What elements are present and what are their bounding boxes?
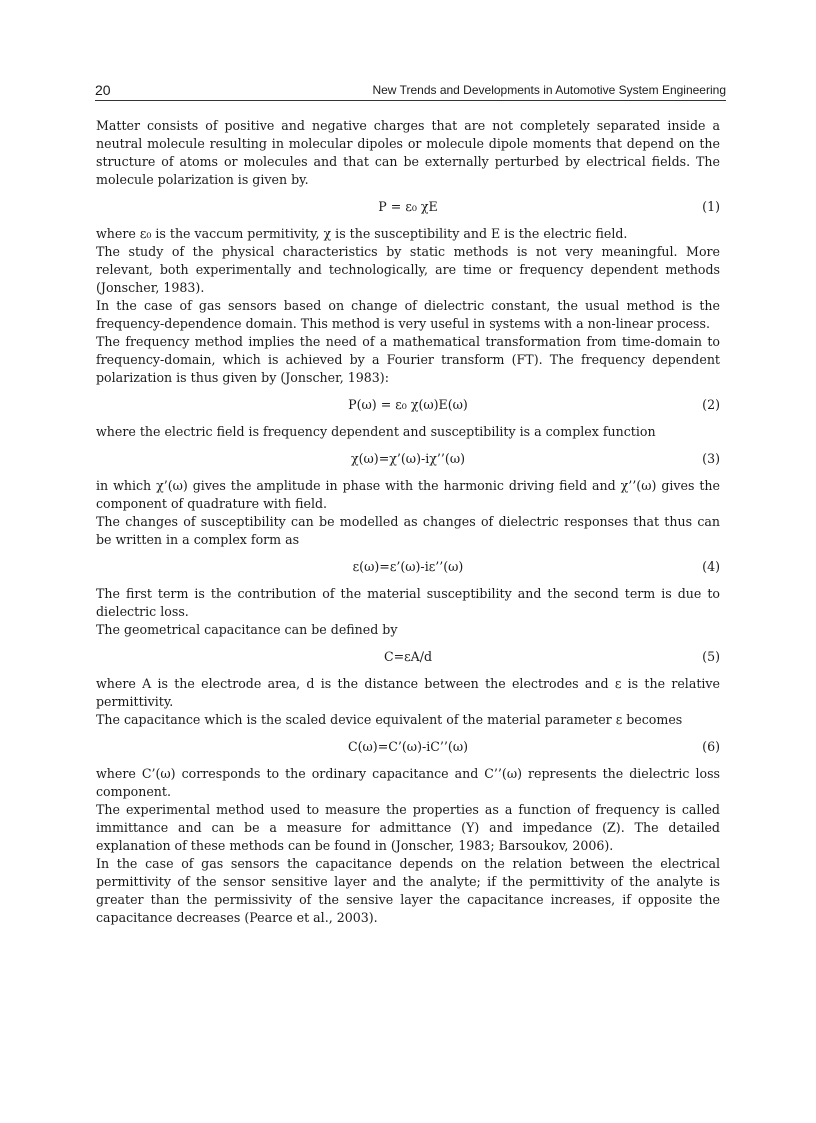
equation-text: P(ω) = ε₀ χ(ω)E(ω) [348, 397, 468, 412]
equation-text: ε(ω)=ε’(ω)-iε’’(ω) [352, 559, 464, 574]
equation-number: (5) [702, 649, 720, 664]
equation-text: C(ω)=C’(ω)-iC’’(ω) [347, 739, 469, 754]
equation-number: (4) [702, 559, 720, 574]
equation-3 [96, 450, 720, 468]
paragraph: where C’(ω) corresponds to the ordinary capacitance and C’’(ω) represents the dielectric loss component. [96, 766, 720, 799]
paragraph: The study of the physical characteristics by static methods is not very meaningful. More relevant, both experimentally and technologically, are time or frequency dependent methods (Jonscher, 1983). [96, 244, 720, 295]
paragraph: in which χ’(ω) gives the amplitude in phase with the harmonic driving field and χ’’(ω) gives the component of quadrature with field. [96, 478, 720, 511]
paragraph: In the case of gas sensors based on change of dielectric constant, the usual method is the frequency-dependence domain. This method is very useful in systems with a non-linear process. [96, 298, 720, 331]
equation-6 [96, 738, 720, 756]
paragraph: Matter consists of positive and negative charges that are not completely separated inside a neutral molecule resulting in molecular dipoles or molecule dipole moments that depend on the structure of atoms or molecules and that can be externally perturbed by electrical fields. The molecule polarization is given by. [96, 118, 720, 187]
paragraph: where ε₀ is the vaccum permitivity, χ is the susceptibility and E is the electric field. [96, 226, 628, 241]
equation-4 [96, 558, 720, 576]
equation-text: χ(ω)=χ’(ω)-iχ’’(ω) [350, 451, 466, 466]
paragraph: The capacitance which is the scaled device equivalent of the material parameter ε becomes [96, 712, 683, 727]
paragraph: The changes of susceptibility can be modelled as changes of dielectric responses that thus can be written in a complex form as [96, 514, 720, 547]
equation-text: P = ε₀ χE [378, 199, 438, 214]
page-header [95, 80, 726, 101]
page-number: 20 [95, 82, 111, 98]
equation-1 [96, 198, 720, 216]
equation-number: (1) [702, 199, 720, 214]
equation-number: (6) [702, 739, 720, 754]
body-text [96, 117, 720, 927]
paragraph: where A is the electrode area, d is the distance between the electrodes and ε is the relative permittivity. [96, 676, 720, 709]
equation-2 [96, 396, 720, 414]
paragraph: The first term is the contribution of the material susceptibility and the second term is due to dielectric loss. [96, 586, 720, 619]
paragraph: The geometrical capacitance can be defined by [96, 622, 398, 637]
paragraph: In the case of gas sensors the capacitance depends on the relation between the electrical permittivity of the sensor sensitive layer and the analyte; if the permittivity of the analyte is greater than the permissivity of the sensive layer the capacitance increases, if opposite the capacitance decreases (Pearce et al., 2003). [96, 856, 720, 925]
paragraph: where the electric field is frequency dependent and susceptibility is a complex function [96, 424, 656, 439]
paragraph: The experimental method used to measure the properties as a function of frequency is called immittance and can be a measure for admittance (Y) and impedance (Z). The detailed explanation of these methods can be found in (Jonscher, 1983; Barsoukov, 2006). [96, 802, 720, 853]
equation-number: (2) [702, 397, 720, 412]
running-title: New Trends and Developments in Automotive System Engineering [372, 83, 726, 97]
equation-5 [96, 648, 720, 666]
equation-number: (3) [702, 451, 720, 466]
equation-text: C=εA/d [383, 649, 433, 664]
paragraph: The frequency method implies the need of a mathematical transformation from time-domain to frequency-domain, which is achieved by a Fourier transform (FT). The frequency dependent polarization is thus given by (Jonscher, 1983): [96, 334, 720, 385]
